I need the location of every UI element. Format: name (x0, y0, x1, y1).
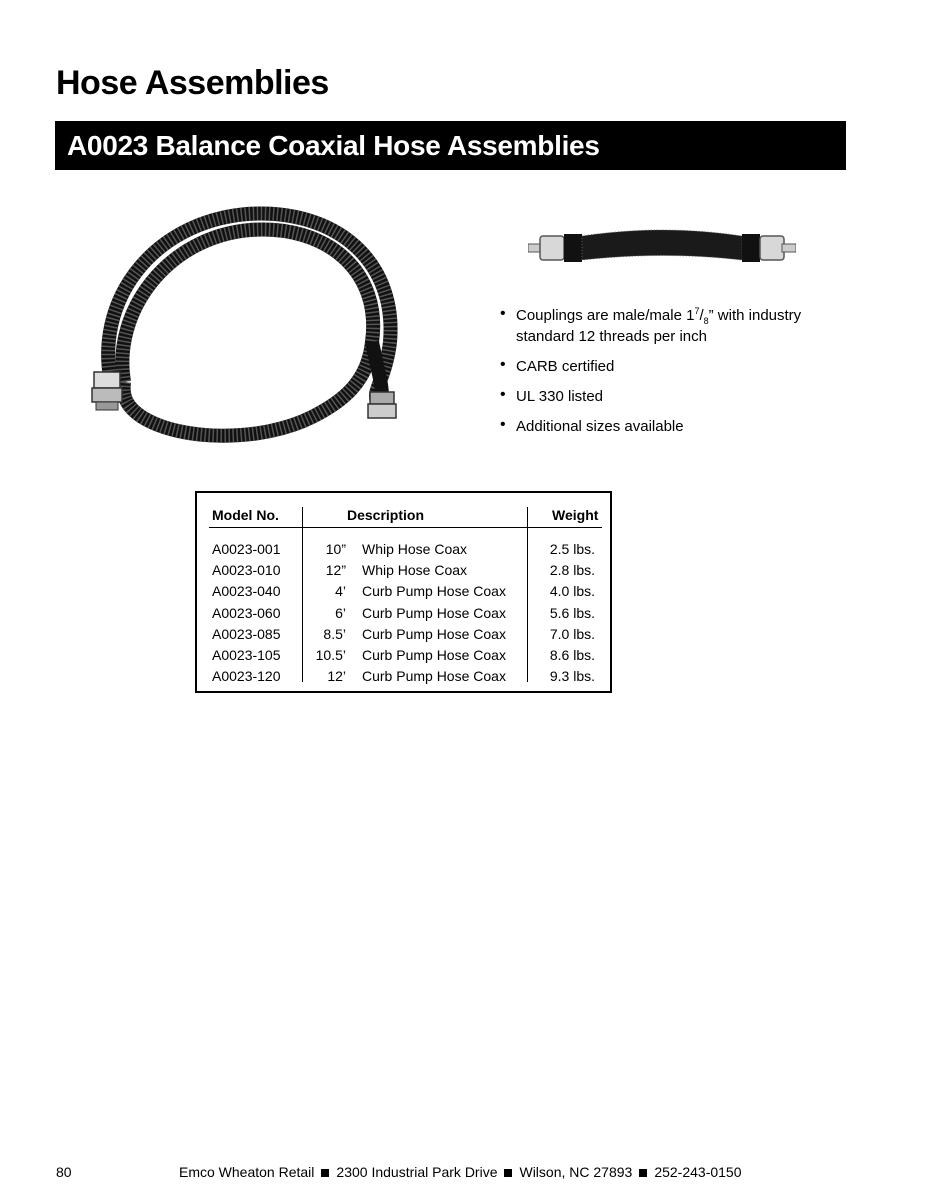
page-number: 80 (56, 1164, 72, 1180)
footer-address: 2300 Industrial Park Drive (336, 1164, 498, 1180)
whip-hose-photo (528, 222, 796, 274)
table-row: A0023-085 8.5’ Curb Pump Hose Coax 7.0 lbs. (212, 625, 595, 642)
bullet-icon: • (500, 416, 506, 433)
table-row: A0023-001 10” Whip Hose Coax 2.5 lbs. (212, 541, 595, 557)
page-title: Hose Assemblies (56, 64, 329, 102)
header-divider (209, 527, 602, 528)
feature-item: • UL 330 listed (500, 386, 603, 405)
table-row: A0023-040 4’ Curb Pump Hose Coax 4.0 lbs. (212, 583, 595, 600)
footer-city: Wilson, NC 27893 (519, 1164, 633, 1180)
feature-item: • Couplings are male/male $1^7/_8$” with industry standard 12 threads per inch (500, 305, 802, 345)
footer-company: Emco Wheaton Retail (179, 1164, 315, 1180)
footer-phone: 252-243-0150 (654, 1164, 742, 1180)
square-bullet-icon (504, 1169, 512, 1177)
bullet-icon: • (500, 386, 506, 403)
feature-item: • Additional sizes available (500, 416, 684, 435)
header-model: Model No. (212, 507, 279, 523)
footer-contact (179, 1164, 742, 1180)
table-row: A0023-060 6’ Curb Pump Hose Coax 5.6 lbs. (212, 604, 595, 621)
section-title: A0023 Balance Coaxial Hose Assemblies (67, 130, 600, 161)
table-body (197, 539, 610, 687)
bullet-icon: • (500, 356, 506, 373)
feature-item: • CARB certified (500, 356, 615, 375)
spec-table (195, 491, 612, 693)
feature-list (500, 305, 840, 446)
square-bullet-icon (639, 1169, 647, 1177)
header-description: Description (347, 507, 425, 523)
table-row: A0023-105 10.5’ Curb Pump Hose Coax 8.6 lbs. (212, 646, 595, 663)
bullet-icon: • (500, 305, 506, 322)
header-weight: Weight (552, 507, 599, 523)
section-title-bar (55, 121, 846, 170)
table-row: A0023-010 12” Whip Hose Coax 2.8 lbs. (212, 562, 595, 579)
coiled-hose-photo (72, 192, 422, 462)
square-bullet-icon (321, 1169, 329, 1177)
table-row: A0023-120 12’ Curb Pump Hose Coax 9.3 lbs. (212, 668, 595, 685)
